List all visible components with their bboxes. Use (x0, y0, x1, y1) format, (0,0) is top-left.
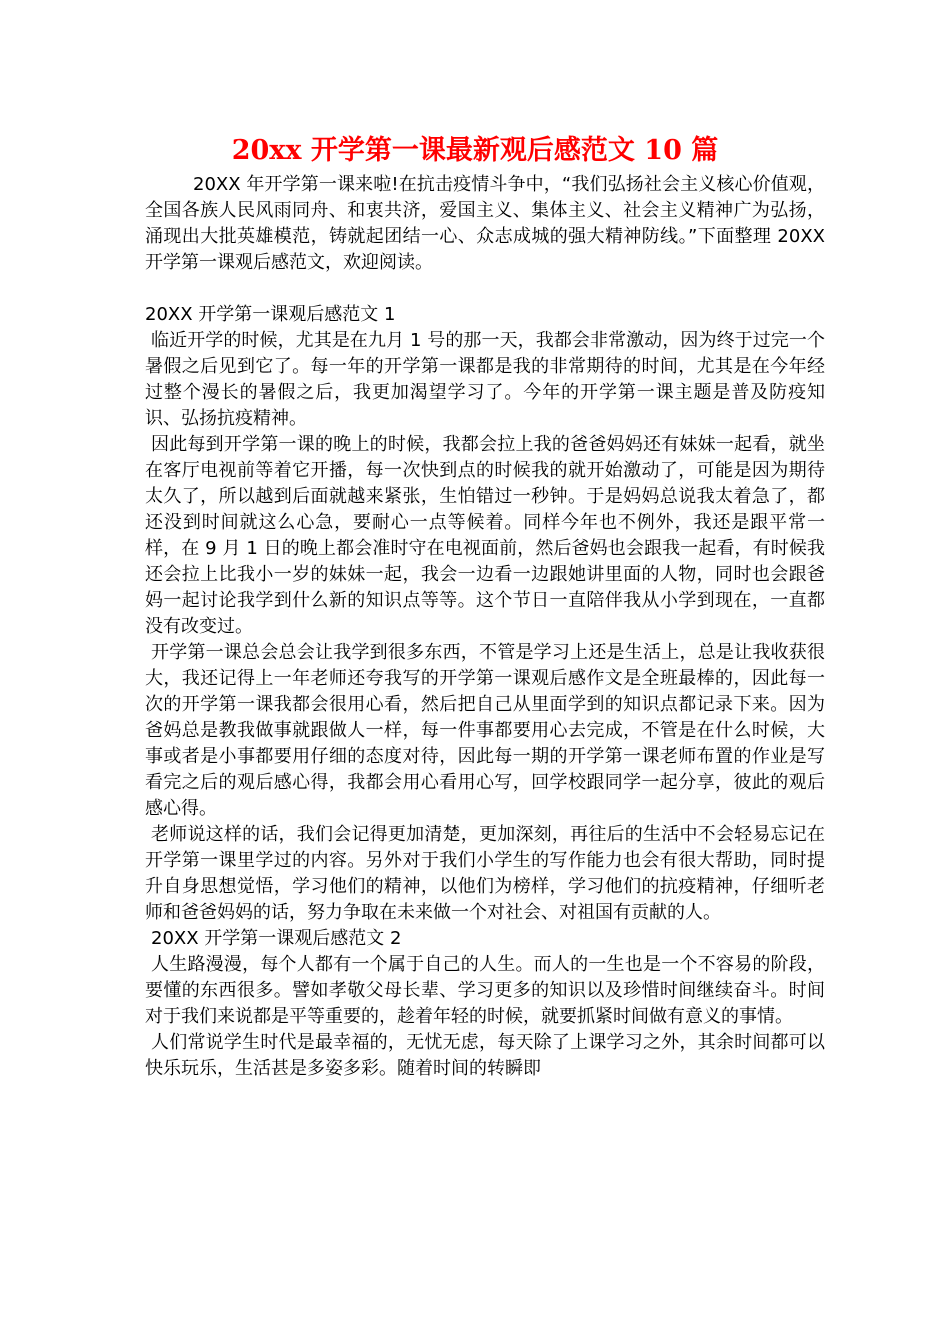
body-paragraph: 因此每到开学第一课的晚上的时候，我都会拉上我的爸爸妈妈还有妹妹一起看，就坐在客厅电视前等着它开播，每一次快到点的时候我的就开始激动了，可能是因为期待太久了，所以越到后面就越来紧张，生怕错过一秒钟。于是妈妈总说我太着急了，都还没到时间就这么心急，要耐心一点等候着。同样今年也不例外，我还是跟平常一样，在 9 月 1 日的晚上都会准时守在电视面前，然后爸妈也会跟我一起看，有时候我还会拉上比我小一岁的妹妹一起，我会一边看一边跟她讲里面的人物，同时也会跟爸妈一起讨论我学到什么新的知识点等等。这个节日一直陪伴我从小学到现在，一直都没有改变过。 (145, 434, 825, 637)
section-heading: 20XX 开学第一课观后感范文 1 (145, 304, 396, 325)
body-paragraph: 老师说这样的话，我们会记得更加清楚，更加深刻，再往后的生活中不会轻易忘记在开学第一课里学过的内容。另外对于我们小学生的写作能力也会有很大帮助，同时提升自身思想觉悟，学习他们的精神，以他们为榜样，学习他们的抗疫精神，仔细听老师和爸爸妈妈的话，努力争取在未来做一个对社会、对祖国有贡献的人。 (145, 824, 825, 923)
body-paragraph: 开学第一课总会总会让我学到很多东西，不管是学习上还是生活上，总是让我收获很大，我还记得上一年老师还夸我写的开学第一课观后感作文是全班最棒的，因此每一次的开学第一课我都会很用心看，然后把自己从里面学到的知识点都记录下来。因为爸妈总是教我做事就跟做人一样，每一件事都要用心去完成，不管是在什么时候，大事或者是小事都要用仔细的态度对待，因此每一期的开学第一课老师布置的作业是写看完之后的观后感心得，我都会用心看用心写，回学校跟同学一起分享，彼此的观后感心得。 (145, 642, 825, 819)
body-paragraph: 人生路漫漫，每个人都有一个属于自己的人生。而人的一生也是一个不容易的阶段，要懂的东西很多。譬如孝敬父母长辈、学习更多的知识以及珍惜时间继续奋斗。时间对于我们来说都是平等重要的，趁着年轻的时候，就要抓紧时间做有意义的事情。 (145, 954, 825, 1027)
body-paragraph: 人们常说学生时代是最幸福的，无忧无虑，每天除了上课学习之外，其余时间都可以快乐玩乐，生活甚是多姿多彩。随着时间的转瞬即 (145, 1032, 825, 1079)
intro-paragraph: 20XX 年开学第一课来啦!在抗击疫情斗争中，“我们弘扬社会主义核心价值观，全国各族人民风雨同舟、和衷共济，爱国主义、集体主义、社会主义精神广为弘扬，涌现出大批英雄模范，铸就起团结一心、众志成城的强大精神防线。”下面整理 20XX 开学第一课观后感范文，欢迎阅读。 (145, 174, 825, 273)
document-title: 20xx 开学第一课最新观后感范文 10 篇 (231, 135, 719, 166)
document-body (145, 172, 825, 1082)
body-paragraph: 临近开学的时候，尤其是在九月 1 号的那一天，我都会非常激动，因为终于过完一个暑假之后见到它了。每一年的开学第一课都是我的非常期待的时间，尤其是在今年经过整个漫长的暑假之后，我更加渴望学习了。今年的开学第一课主题是普及防疫知识、弘扬抗疫精神。 (145, 330, 825, 429)
section-heading: 20XX 开学第一课观后感范文 2 (151, 928, 402, 949)
